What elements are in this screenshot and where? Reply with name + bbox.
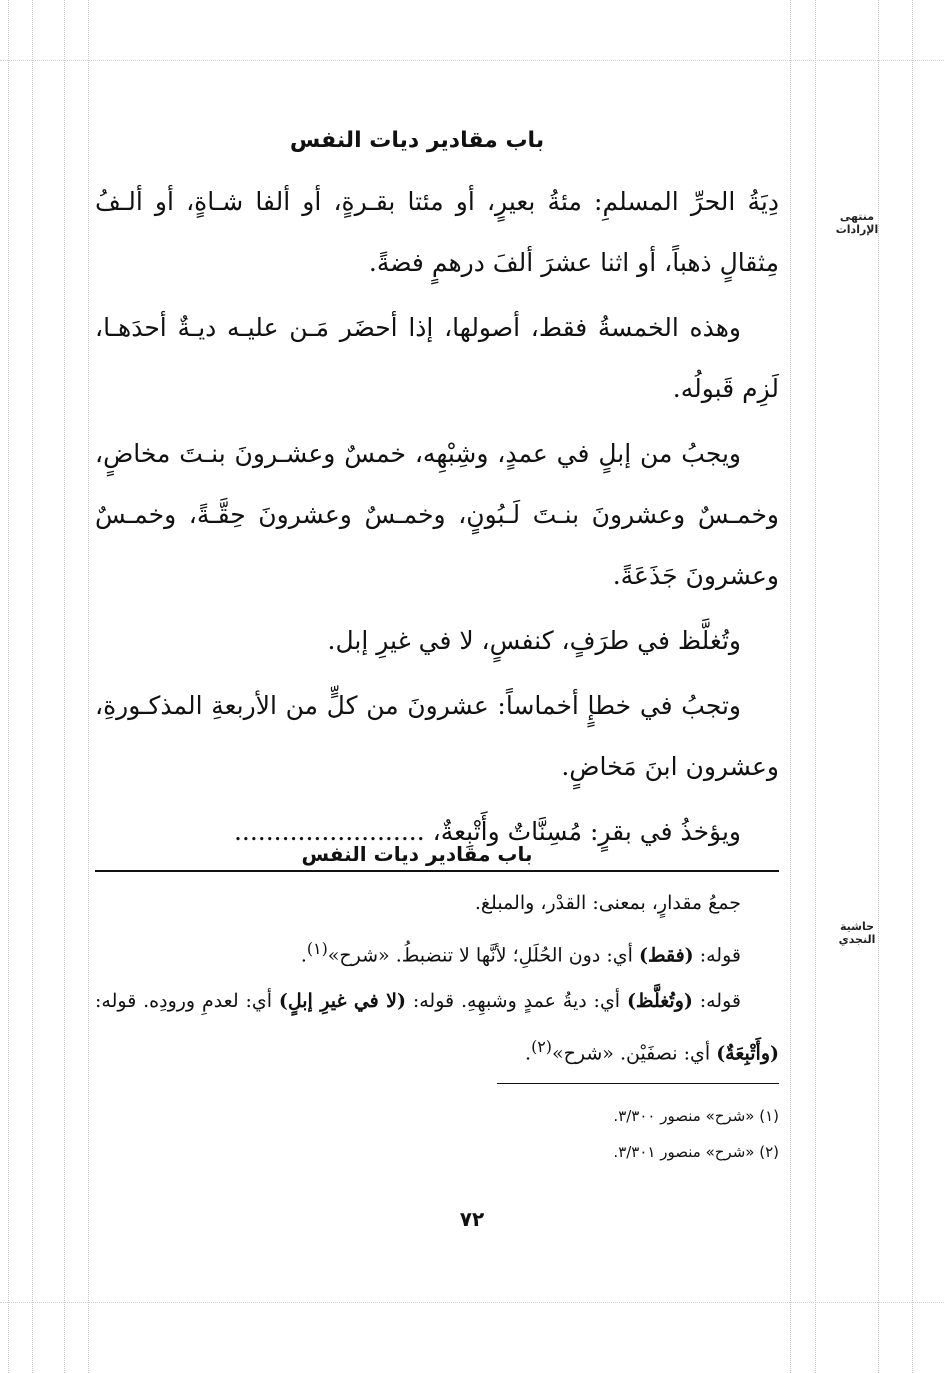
paragraph-five-bases: وهذه الخمسةُ فقط، أصولها، إذا أحضَر مَـن عليـه ديـةٌ أحدَهـا، لَزِم قَبولُه. [95,313,779,403]
paragraph-diya-amount: دِيَةُ الحرِّ المسلمِ: مئةُ بعيرٍ، أو مئتا بقـرةٍ، أو ألفا شـاةٍ، أو ألـفُ مِثقالٍ ذهباً، أو اثنا عشرَ ألفَ درهمٍ فضةً. [95,187,779,277]
side-label-muntaha: منتهى الإرادات [835,210,879,236]
footnote-1: (١) «شرح» منصور ٣/٣٠٠. [613,1106,779,1125]
footnote-ref-2: (٢) [531,1037,552,1057]
commentary-section [95,842,779,1170]
page-number: ٧٢ [459,1207,485,1231]
side-label-najdi: حاشية النجدي [838,920,876,946]
cows-text: ويؤخذُ في بقرٍ: مُسِنَّاتٌ وأَتْبِعةٌ، [432,817,741,846]
paragraph-taghliz: وتُغلَّظ في طرَفٍ، كنفسٍ، لا في غيرِ إبل. [327,626,741,655]
commentary-note-3: قوله: (وتُغلَّظ) أي: ديةُ عمدٍ وشبهِهِ. قوله: (لا في غيرِ إبلٍ) أي: لعدمِ ورودِه. قوله: (وأَتْبِعَةٌ) أي: نصفَيْن. «شرح»$^{(٢)}$. [95,990,779,1065]
commentary-title: باب مقادير ديات النفس [301,842,533,866]
continuation-dots: ........................ [233,817,425,846]
paragraph-camels-amd: ويجبُ من إبلٍ في عمدٍ، وشِبْهِه، خمسٌ وعشـرونَ بنـتَ مخاضٍ، وخمـسٌ وعشرونَ بنـتَ لَـبُونٍ، وخمـسٌ وعشرونَ حِقَّـةً، وخمـسٌ وعشرونَ جَذَعَةً. [95,439,779,590]
commentary-note-2: قوله: (فقط) أي: دون الحُلَلِ؛ لأنَّها لا تنضبطُ. «شرح»$^{(١)}$. [300,939,741,967]
commentary-note-1: جمعُ مقدارٍ، بمعنى: القدْر، والمبلغ. [474,892,741,914]
footnote-2: (٢) «شرح» منصور ٣/٣٠١. [613,1142,779,1161]
footnote-ref-1: (١) [306,939,328,958]
keyword-la-fi-ghayr-ibil: (لا في غيرِ إبلٍ) [278,990,406,1013]
paragraph-khata: وتجبُ في خطإٍ أخماساً: عشرونَ من كلٍّ من الأربعةِ المذكـورةِ، وعشرون ابنَ مَخاضٍ. [95,691,779,781]
main-text [95,128,779,872]
keyword-faqat: (فقط) [638,944,694,967]
keyword-tughallaz: (وتُغلَّظ) [626,990,693,1013]
footnote-divider [497,1083,779,1084]
chapter-title: باب مقادير ديات النفس [289,128,545,153]
keyword-atbia: (وأَتْبِعَةٌ) [716,1042,779,1065]
